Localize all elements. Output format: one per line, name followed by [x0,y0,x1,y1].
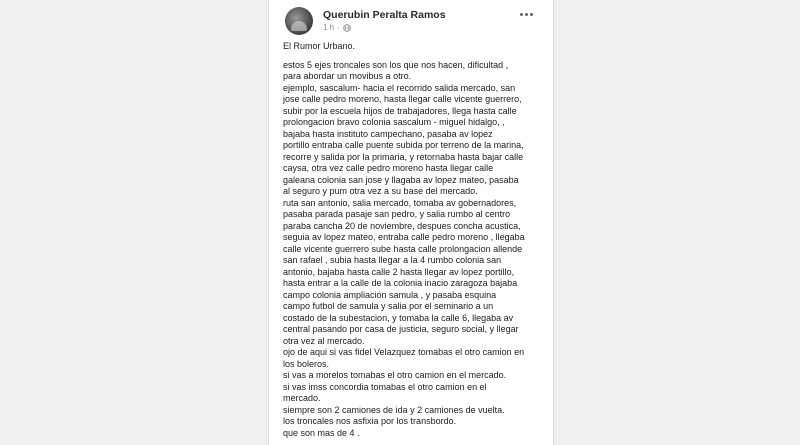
post-line: subir por la escuela hijos de trabajadores, llega hasta calle [283,105,517,116]
post-line: ojo de aqui si vas fidel Velazquez tomabas el otro camion en [283,347,525,357]
post-body [283,41,547,439]
post-line: los boleros. [283,358,330,369]
post-line: para abordar un movibus a otro. [283,71,412,81]
avatar[interactable] [285,7,313,35]
post-line: paraba cancha 20 de noviembre, despues concha acustica, [283,220,521,231]
post-line: ruta san antonio, salia mercado, tomaba av gobernadores, [283,197,517,208]
post-line: central pasando por casa de justicia, seguro social, y llegar [283,324,519,334]
post-line: los troncales nos asfixia por los transbordo. [283,416,457,426]
post-line: prolongacion bravo colonia sascalum - miguel hidalgo, , [283,117,505,127]
post-line: si vas a morelos tomabas el otro camion en el mercado. [283,370,507,380]
post-line: jose calle pedro moreno, hasta llegar calle vicente guerrero, [283,94,522,104]
post-header [285,7,545,37]
post-line: portillo entraba calle puente subida por terreno de la marina, [283,140,524,150]
meta-separator: · [337,23,340,32]
post-line: costado de la subestacion, y tomaba la calle 6, llegaba av [283,312,514,323]
paragraph-gap [283,53,547,60]
post-line: recorre y salida por la primaria, y retornaba hasta bajar calle [283,151,524,162]
post-line: galeana colonia san jose y llagaba av lopez mateo, pasaba [283,174,519,185]
post-line: estos 5 ejes troncales son los que nos hacen, dificultad , [283,59,509,70]
post-line: siempre son 2 camiones de ida y 2 camiones de vuelta. [283,404,505,415]
post-line: ejemplo, sascalum- hacia el recorrido salida mercado, san [283,82,516,93]
post-line: seguia av lopez mateo, entraba calle pedro moreno , llegaba [283,232,525,242]
post-line: El Rumor Urbano. [283,41,356,51]
post-line: hasta entrar a la calle de la colonia inacio zaragoza bajaba [283,278,518,288]
post-line: campo futbol de samula y salia por el seminario a un [283,301,494,311]
more-options-icon[interactable] [517,7,535,21]
post-line: bajaba hasta instituto campechano, pasaba av lopez [283,128,493,139]
post-line: caysa, otra vez calle pedro moreno hasta llegar calle [283,163,494,173]
post-meta [323,23,351,32]
post-line: calle vicente guerrero sube hasta calle prolongacion allende [283,243,523,254]
post-line: san rafael , subia hasta llegar a la 4 rumbo colonia san [283,255,502,265]
post-time[interactable]: 1 h [323,23,335,32]
post-line: pasaba parada pasaje san pedro, y salia rumbo al centro [283,209,511,219]
post-line: antonio, bajaba hasta calle 2 hasta llegar av lopez portillo, [283,266,515,277]
post-line: que son mas de 4 . [283,427,360,438]
post-line: otra vez al mercado. [283,335,365,346]
post-line: al seguro y pum otra vez a su base del mercado. [283,186,478,196]
post-card [268,0,554,445]
post-line: mercado. [283,393,321,403]
post-line: si vas imss concordia tomabas el otro camion en el [283,381,487,392]
post-line: campo colonia ampliación samula , y pasaba esquina [283,289,497,300]
author-name[interactable]: Querubin Peralta Ramos [323,9,446,21]
globe-icon [343,24,351,32]
